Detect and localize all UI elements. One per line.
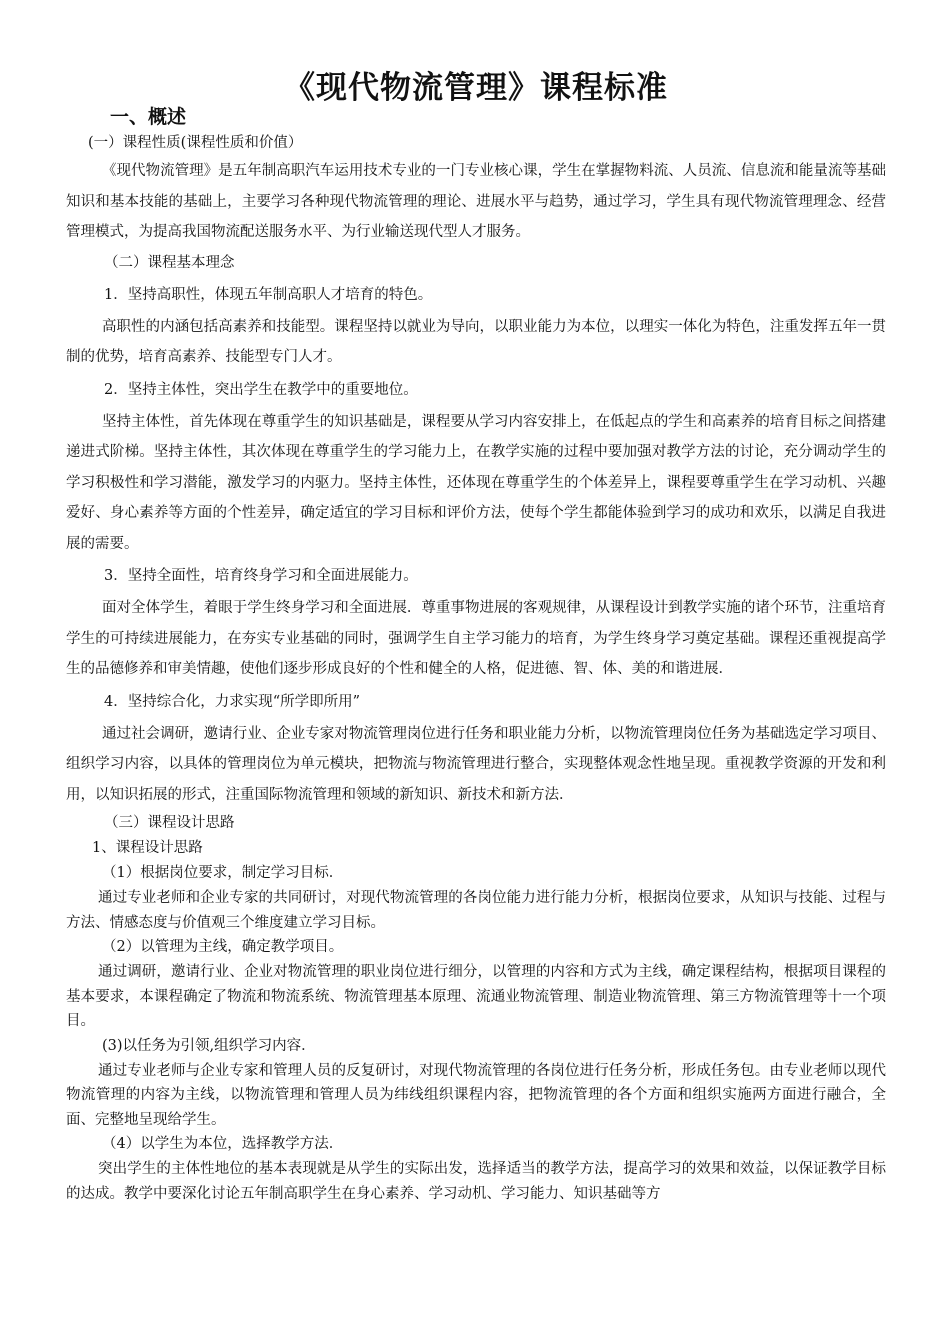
paragraph-concept-1: 高职性的内涵包括高素养和技能型。课程坚持以就业为导向，以职业能力为本位，以理实一体化为特色，注重发挥五年一贯制的优势，培育高素养、技能型专门人才。 [66,318,886,365]
design-point-4-paragraph: 突出学生的主体性地位的基本表现就是从学生的实际出发，选择适当的教学方法，提高学习的效果和效益，以保证教学目标的达成。教学中要深化讨论五年制高职学生在身心素养、学习动机、学习能力、知识基础等方 [66,1161,886,1202]
concept-item-3: 3．坚持全面性，培育终身学习和全面进展能力。 [104,568,418,584]
paragraph-concept-4: 通过社会调研，邀请行业、企业专家对物流管理岗位进行任务和职业能力分析，以物流管理岗位任务为基础选定学习项目、组织学习内容，以具体的管理岗位为单元模块，把物流与物流管理进行整合，实现整体观念性地呈现。重视教学资源的开发和利用，以知识拓展的形式，注重国际物流管理和领域的新知识、新技术和新方法． [66,725,886,803]
design-point-4-heading: （4）以学生为本位，选择教学方法． [102,1136,344,1152]
concept-item-2: 2．坚持主体性，突出学生在教学中的重要地位。 [104,381,418,398]
design-point-3-heading: (3)以任务为引领,组织学习内容． [102,1037,316,1054]
subsection-heading-design: （三）课程设计思路 [104,815,235,831]
design-point-3-paragraph: 通过专业老师与企业专家和管理人员的反复研讨，对现代物流管理的各岗位进行任务分析，形成任务包。由专业老师以现代物流管理的内容为主线，以物流管理和管理人员为纬线组织课程内容，把物流管理的各个方面和组织实施两方面进行融合，全面、完整地呈现给学生。 [66,1062,886,1128]
concept-item-4: 4．坚持综合化，力求实现“所学即所用” [104,693,361,710]
design-point-2-paragraph: 通过调研，邀请行业、企业对物流管理的职业岗位进行细分，以管理的内容和方式为主线，确定课程结构，根据项目课程的基本要求，本课程确定了物流和物流系统、物流管理基本原理、流通业物流管理、制造业物流管理、第三方物流管理等十一个项目。 [66,964,886,1029]
paragraph-concept-2: 坚持主体性，首先体现在尊重学生的知识基础是，课程要从学习内容安排上，在低起点的学生和高素养的培育目标之间搭建递进式阶梯。坚持主体性，其次体现在尊重学生的学习能力上，在教学实施的过程中要加强对教学方法的讨论，充分调动学生的学习积极性和学习潜能，激发学习的内驱力。坚持主体性，还体现在尊重学生的个体差异上，课程要尊重学生在学习动机、兴趣爱好、身心素养等方面的个性差异，确定适宜的学习目标和评价方法，使每个学生都能体验到学习的成功和欢乐，以满足自我进展的需要。 [66,413,886,552]
subsection-heading-concepts: （二）课程基本理念 [104,254,235,271]
design-point-1-paragraph: 通过专业老师和企业专家的共同研讨，对现代物流管理的各岗位能力进行能力分析，根据岗位要求，从知识与技能、过程与方法、情感态度与价值观三个维度建立学习目标。 [66,890,886,931]
concept-item-1: 1．坚持高职性，体现五年制高职人才培育的特色。 [104,286,433,303]
design-point-1-heading: （1）根据岗位要求，制定学习目标． [102,865,344,881]
subsection-heading-nature: (一）课程性质(课程性质和价值） [88,135,303,151]
design-point-2-heading: （2）以管理为主线，确定教学项目。 [102,939,344,955]
document-title: 《现代物流管理》课程标准 [284,70,668,106]
section-heading-overview: 一、概述 [110,106,187,128]
paragraph-concept-3: 面对全体学生，着眼于学生终身学习和全面进展．尊重事物进展的客观规律，从课程设计到教学实施的诸个环节，注重培育学生的可持续进展能力，在夯实专业基础的同时，强调学生自主学习能力的培育，为学生终身学习奠定基础。课程还重视提高学生的品德修养和审美情趣，使他们逐步形成良好的个性和健全的人格，促进德、智、体、美的和谐进展． [66,600,886,677]
paragraph-course-nature: 《现代物流管理》是五年制高职汽车运用技术专业的一门专业核心课，学生在掌握物料流、人员流、信息流和能量流等基础知识和基本技能的基础上，主要学习各种现代物流管理的理论、进展水平与趋势，通过学习，学生具有现代物流管理理念、经营管理模式，为提高我国物流配送服务水平、为行业输送现代型人才服务。 [66,163,886,240]
design-subheading: 1、课程设计思路 [92,840,203,856]
